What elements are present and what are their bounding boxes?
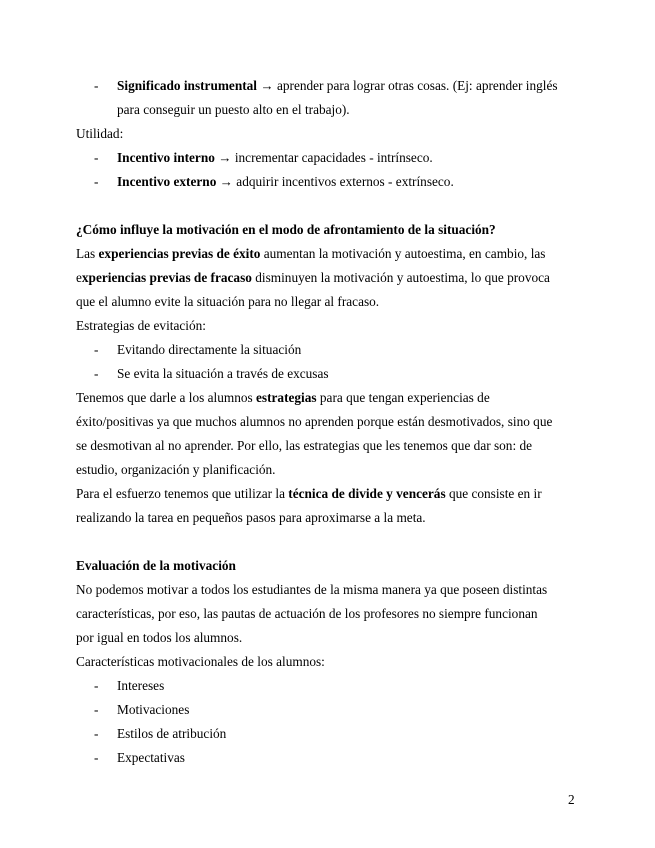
section-heading: ¿Cómo influye la motivación en el modo de afrontamiento de la situación?	[76, 222, 496, 237]
bold-term: Incentivo externo	[117, 174, 217, 189]
utilidad-label: Utilidad:	[76, 126, 124, 141]
bullet-dash: -	[94, 342, 99, 357]
text-run: que consiste en ir	[445, 486, 542, 501]
bold-term: Significado instrumental	[117, 78, 258, 93]
bullet-dash: -	[94, 678, 99, 693]
bullet-dash: -	[94, 750, 99, 765]
item-text: → aprender para lograr otras cosas. (Ej: aprender inglés	[257, 78, 558, 93]
text-run: e	[76, 270, 82, 285]
page-number: 2	[568, 792, 575, 807]
paragraph-line	[76, 246, 545, 262]
list-item	[117, 150, 433, 166]
list-item: Motivaciones	[117, 702, 190, 717]
list-item: Evitando directamente la situación	[117, 342, 302, 357]
list-item: Intereses	[117, 678, 165, 693]
list-item-continuation: para conseguir un puesto alto en el trabajo).	[117, 102, 350, 117]
text-run: disminuyen la motivación y autoestima, lo que provoca	[251, 270, 550, 285]
paragraph-line	[76, 270, 550, 286]
list-item: Estilos de atribución	[117, 726, 227, 741]
text-run: aumentan la motivación y autoestima, en cambio, las	[260, 246, 546, 261]
list-item	[117, 78, 558, 94]
bullet-dash: -	[94, 150, 99, 165]
item-text: → incrementar capacidades - intrínseco.	[214, 150, 433, 165]
paragraph-line: éxito/positivas ya que muchos alumnos no aprenden porque están desmotivados, sino que	[76, 414, 553, 429]
paragraph-line: No podemos motivar a todos los estudiantes de la misma manera ya que poseen distintas	[76, 582, 548, 597]
list-item: Expectativas	[117, 750, 185, 765]
bullet-dash: -	[94, 78, 99, 93]
text-run: para que tengan experiencias de	[316, 390, 490, 405]
paragraph-line: estudio, organización y planificación.	[76, 462, 276, 477]
paragraph-line: se desmotivan al no aprender. Por ello, las estrategias que les tenemos que dar son: de	[76, 438, 533, 453]
text-run: Tenemos que darle a los alumnos	[76, 390, 257, 405]
paragraph-line: realizando la tarea en pequeños pasos para aproximarse a la meta.	[76, 510, 426, 525]
text-run: Para el esfuerzo tenemos que utilizar la	[76, 486, 289, 501]
paragraph-line: características, por eso, las pautas de actuación de los profesores no siempre funcionan	[76, 606, 538, 621]
paragraph-line: que el alumno evite la situación para no llegar al fracaso.	[76, 294, 380, 309]
paragraph-line: por igual en todos los alumnos.	[76, 630, 243, 645]
paragraph-line	[76, 390, 490, 406]
bold-term: técnica de divide y vencerás	[288, 486, 446, 501]
bullet-dash: -	[94, 726, 99, 741]
bullet-dash: -	[94, 174, 99, 189]
paragraph-line	[76, 486, 542, 502]
item-text: → adquirir incentivos externos - extrínseco.	[216, 174, 454, 189]
text-run: Las	[76, 246, 99, 261]
section-heading: Evaluación de la motivación	[76, 558, 236, 573]
list-item: Se evita la situación a través de excusas	[117, 366, 329, 381]
estrategias-label: Estrategias de evitación:	[76, 318, 206, 333]
bold-term: estrategias	[256, 390, 317, 405]
bullet-dash: -	[94, 366, 99, 381]
bold-term: experiencias previas de éxito	[98, 246, 261, 261]
caracteristicas-label: Características motivacionales de los alumnos:	[76, 654, 325, 669]
bold-term: xperiencias previas de fracaso	[81, 270, 252, 285]
bullet-dash: -	[94, 702, 99, 717]
bold-term: Incentivo interno	[117, 150, 215, 165]
list-item	[117, 174, 454, 190]
